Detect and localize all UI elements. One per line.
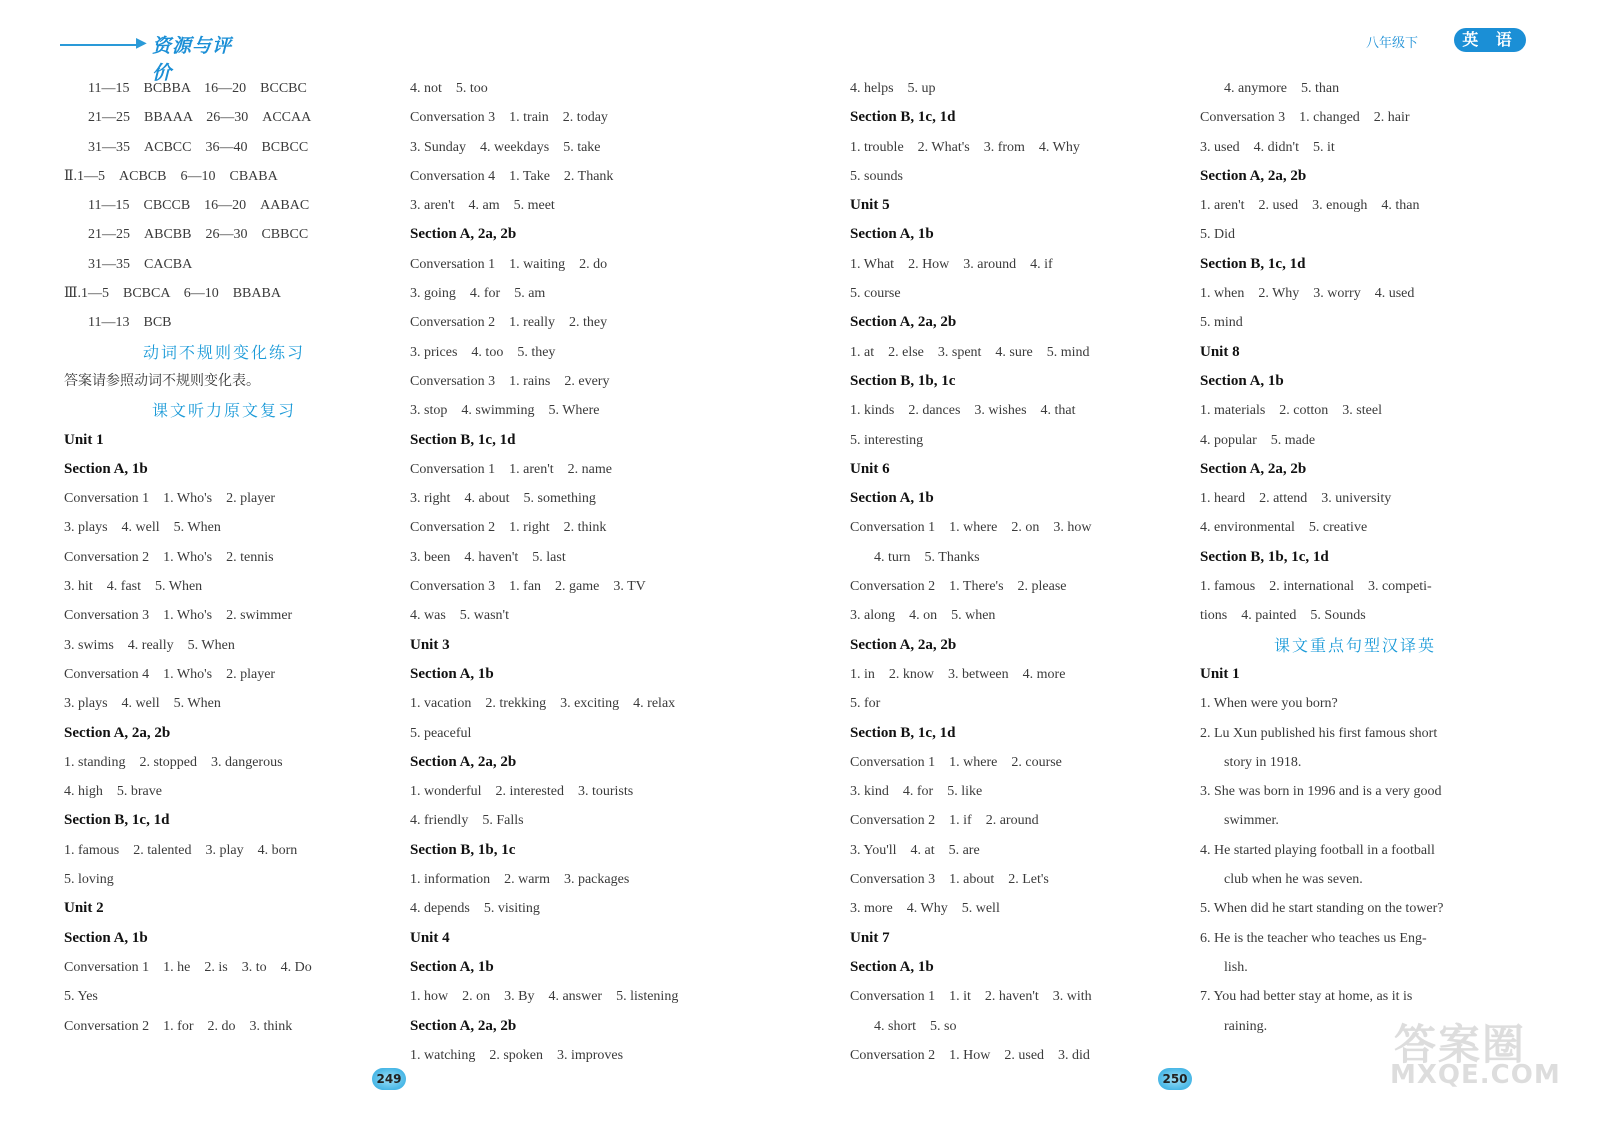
answer-line: 5. for bbox=[850, 696, 881, 712]
answer-line: Conversation 2 1. really 2. they bbox=[410, 315, 608, 331]
answer-line: 1. aren't 2. used 3. enough 4. than bbox=[1200, 198, 1420, 214]
section-heading: Section B, 1b, 1c bbox=[410, 841, 516, 858]
answer-line: 1. famous 2. international 3. competi- bbox=[1200, 579, 1432, 595]
answer-line: 11—15 CBCCB 16—20 AABAC bbox=[88, 198, 310, 214]
answer-line: 21—25 BBAAA 26—30 ACCAA bbox=[88, 110, 312, 126]
answer-line: Conversation 1 1. it 2. haven't 3. with bbox=[850, 989, 1092, 1005]
answer-line: 3. going 4. for 5. am bbox=[410, 286, 546, 302]
section-heading: Section B, 1b, 1c, 1d bbox=[1200, 548, 1329, 565]
answer-column-4 bbox=[1200, 74, 1510, 1041]
answer-line: 1. kinds 2. dances 3. wishes 4. that bbox=[850, 403, 1076, 419]
page-number-right: 250 bbox=[1158, 1068, 1192, 1090]
answer-line: 1. in 2. know 3. between 4. more bbox=[850, 666, 1066, 682]
section-heading: Section A, 1b bbox=[1200, 372, 1284, 389]
answer-line: Conversation 3 1. Who's 2. swimmer bbox=[64, 608, 293, 624]
answer-line: 1. watching 2. spoken 3. improves bbox=[410, 1047, 624, 1063]
answer-line: 5. Did bbox=[1200, 227, 1235, 243]
answer-line: 1. information 2. warm 3. packages bbox=[410, 872, 630, 888]
answer-line: 5. peaceful bbox=[410, 725, 472, 741]
answer-line: 11—15 BCBBA 16—20 BCCBC bbox=[88, 81, 307, 96]
section-heading: Section A, 1b bbox=[850, 490, 934, 507]
section-heading: Section B, 1c, 1d bbox=[64, 812, 170, 829]
answer-line: Conversation 1 1. waiting 2. do bbox=[410, 256, 608, 272]
answer-line: 3. kind 4. for 5. like bbox=[850, 784, 983, 800]
answer-line: Ⅱ.1—5 ACBCB 6—10 CBABA bbox=[64, 168, 278, 184]
answer-line: 4. short 5. so bbox=[874, 1018, 957, 1034]
section-heading: Section B, 1c, 1d bbox=[850, 109, 956, 126]
answer-line: 1. how 2. on 3. By 4. answer 5. listening bbox=[410, 989, 679, 1005]
answer-line: 7. You had better stay at home, as it is bbox=[1200, 989, 1413, 1005]
subject-badge: 英 语 bbox=[1454, 28, 1526, 52]
watermark bbox=[1384, 1010, 1564, 1090]
book-title: 资源与评价 bbox=[152, 35, 233, 84]
answer-line: 3. She was born in 1996 and is a very good bbox=[1200, 784, 1442, 800]
answer-line: 4. high 5. brave bbox=[64, 784, 162, 800]
section-heading: Section B, 1c, 1d bbox=[850, 724, 956, 741]
section-heading: Section A, 1b bbox=[410, 665, 494, 682]
grade-label: 八年级下 bbox=[1366, 35, 1419, 50]
answer-line: 3. plays 4. well 5. When bbox=[64, 520, 221, 536]
arrow-icon: ▶ bbox=[136, 35, 147, 51]
answer-line: 5. sounds bbox=[850, 168, 903, 184]
answer-line: 3. used 4. didn't 5. it bbox=[1200, 139, 1335, 155]
answer-line: 1. famous 2. talented 3. play 4. born bbox=[64, 842, 298, 858]
answer-line: Conversation 1 1. Who's 2. player bbox=[64, 491, 276, 507]
answer-line: tions 4. painted 5. Sounds bbox=[1200, 608, 1366, 624]
section-heading: Unit 7 bbox=[850, 929, 890, 946]
section-heading: Unit 1 bbox=[64, 431, 104, 448]
answer-line: Conversation 3 1. changed 2. hair bbox=[1200, 110, 1410, 126]
answer-line: 4. not 5. too bbox=[410, 81, 488, 96]
answer-line: 31—35 CACBA bbox=[88, 256, 193, 272]
page-number-left: 249 bbox=[372, 1068, 406, 1090]
answer-line: 3. aren't 4. am 5. meet bbox=[410, 198, 555, 214]
answer-line: 3. Sunday 4. weekdays 5. take bbox=[410, 139, 601, 155]
answer-column-2 bbox=[410, 74, 740, 1070]
answer-line: Conversation 2 1. for 2. do 3. think bbox=[64, 1018, 293, 1034]
answer-line: 1. vacation 2. trekking 3. exciting 4. relax bbox=[410, 696, 676, 712]
chapter-title: 动词不规则变化练习 bbox=[142, 342, 305, 362]
section-heading: Section B, 1c, 1d bbox=[410, 431, 516, 448]
answer-line: Conversation 3 1. rains 2. every bbox=[410, 373, 610, 389]
section-heading: Unit 1 bbox=[1200, 665, 1240, 682]
answer-line: 3. been 4. haven't 5. last bbox=[410, 549, 566, 565]
watermark-text: 答案圈 bbox=[1394, 1020, 1527, 1069]
answer-line: 5. course bbox=[850, 286, 901, 302]
answer-line: Conversation 3 1. about 2. Let's bbox=[850, 872, 1049, 888]
section-heading: Unit 2 bbox=[64, 900, 104, 917]
answer-line: 5. mind bbox=[1200, 315, 1243, 331]
section-heading: Unit 6 bbox=[850, 460, 890, 477]
section-heading: Section A, 2a, 2b bbox=[850, 314, 957, 331]
answer-line: 3. along 4. on 5. when bbox=[850, 608, 996, 624]
answer-line: 4. friendly 5. Falls bbox=[410, 813, 524, 829]
chapter-title: 课文听力原文复习 bbox=[151, 401, 296, 421]
section-heading: Section A, 2a, 2b bbox=[410, 753, 517, 770]
section-heading: Section A, 2a, 2b bbox=[1200, 167, 1307, 184]
answer-line: 5. loving bbox=[64, 872, 114, 888]
section-heading: Unit 3 bbox=[410, 636, 450, 653]
section-heading: Section A, 1b bbox=[850, 958, 934, 975]
answer-line: Conversation 3 1. fan 2. game 3. TV bbox=[410, 579, 646, 595]
answer-line: Conversation 2 1. There's 2. please bbox=[850, 579, 1067, 595]
answer-line: 3. You'll 4. at 5. are bbox=[850, 842, 980, 858]
section-heading: Section A, 1b bbox=[850, 226, 934, 243]
answer-line: 1. wonderful 2. interested 3. tourists bbox=[410, 784, 634, 800]
section-heading: Section A, 2a, 2b bbox=[850, 636, 957, 653]
answer-line: 1. standing 2. stopped 3. dangerous bbox=[64, 754, 283, 770]
answer-line: 1. materials 2. cotton 3. steel bbox=[1200, 403, 1382, 419]
answer-line: 6. He is the teacher who teaches us Eng- bbox=[1200, 930, 1427, 946]
answer-line: 21—25 ABCBB 26—30 CBBCC bbox=[88, 227, 309, 243]
section-heading: Section B, 1c, 1d bbox=[1200, 255, 1306, 272]
answer-line: Conversation 2 1. if 2. around bbox=[850, 813, 1039, 829]
answer-line: 4. turn 5. Thanks bbox=[874, 549, 980, 565]
answer-line: 3. stop 4. swimming 5. Where bbox=[410, 403, 600, 419]
answer-line: 5. When did he start standing on the tower? bbox=[1200, 901, 1444, 917]
answer-line: 4. depends 5. visiting bbox=[410, 901, 540, 917]
answer-line: 4. environmental 5. creative bbox=[1200, 520, 1368, 536]
answer-line: 31—35 ACBCC 36—40 BCBCC bbox=[88, 139, 309, 155]
answer-line: lish. bbox=[1224, 959, 1248, 975]
answer-line: 4. popular 5. made bbox=[1200, 432, 1316, 448]
section-heading: Section A, 2a, 2b bbox=[410, 1017, 517, 1034]
section-heading: Section A, 2a, 2b bbox=[64, 724, 171, 741]
answer-line: 5. interesting bbox=[850, 432, 924, 448]
header-rule bbox=[60, 44, 140, 46]
answer-line: Ⅲ.1—5 BCBCA 6—10 BBABA bbox=[64, 286, 281, 302]
answer-line: Conversation 3 1. train 2. today bbox=[410, 110, 608, 126]
answer-line: 1. What 2. How 3. around 4. if bbox=[850, 256, 1053, 272]
answer-line: 1. When were you born? bbox=[1200, 696, 1338, 712]
answer-line: Conversation 2 1. How 2. used 3. did bbox=[850, 1047, 1090, 1063]
answer-line: 3. plays 4. well 5. When bbox=[64, 696, 221, 712]
answer-line: 2. Lu Xun published his first famous short bbox=[1200, 725, 1438, 741]
answer-line: Conversation 2 1. right 2. think bbox=[410, 520, 607, 536]
answer-line: 3. right 4. about 5. something bbox=[410, 491, 596, 507]
answer-line: 3. hit 4. fast 5. When bbox=[64, 579, 203, 595]
answer-line: Conversation 1 1. where 2. course bbox=[850, 754, 1062, 770]
answer-line: 4. was 5. wasn't bbox=[410, 608, 509, 624]
answer-line: 4. anymore 5. than bbox=[1224, 81, 1340, 96]
answer-line: 1. trouble 2. What's 3. from 4. Why bbox=[850, 139, 1080, 155]
answer-line: Conversation 2 1. Who's 2. tennis bbox=[64, 549, 274, 565]
section-heading: Section A, 1b bbox=[64, 460, 148, 477]
answer-line: swimmer. bbox=[1224, 813, 1279, 829]
answer-line: 4. He started playing football in a football bbox=[1200, 842, 1435, 858]
answer-line: 1. heard 2. attend 3. university bbox=[1200, 491, 1392, 507]
section-heading: Unit 5 bbox=[850, 197, 890, 214]
section-heading: Section B, 1b, 1c bbox=[850, 372, 956, 389]
header-left bbox=[60, 30, 250, 84]
answer-line: 5. Yes bbox=[64, 989, 98, 1005]
answer-line: Conversation 1 1. where 2. on 3. how bbox=[850, 520, 1092, 536]
section-heading: Section A, 2a, 2b bbox=[410, 226, 517, 243]
watermark-url: MXQE.COM bbox=[1390, 1060, 1561, 1090]
answer-line: Conversation 4 1. Who's 2. player bbox=[64, 666, 276, 682]
answer-line: 3. prices 4. too 5. they bbox=[410, 344, 556, 360]
answer-line: 3. swims 4. really 5. When bbox=[64, 637, 235, 653]
answer-line: 1. when 2. Why 3. worry 4. used bbox=[1200, 286, 1415, 302]
answer-line: 11—13 BCB bbox=[88, 315, 172, 331]
answer-column-3 bbox=[850, 74, 1180, 1070]
section-heading: Unit 8 bbox=[1200, 343, 1240, 360]
answer-line: 4. helps 5. up bbox=[850, 81, 936, 96]
answer-line: story in 1918. bbox=[1224, 754, 1302, 770]
answer-line: Conversation 4 1. Take 2. Thank bbox=[410, 168, 614, 184]
answer-line: raining. bbox=[1224, 1018, 1268, 1034]
section-heading: Section A, 1b bbox=[410, 958, 494, 975]
answer-line: club when he was seven. bbox=[1224, 872, 1363, 888]
answer-column-1 bbox=[64, 74, 384, 1041]
chapter-title: 课文重点句型汉译英 bbox=[1273, 635, 1436, 655]
section-heading: Unit 4 bbox=[410, 929, 450, 946]
answer-line: 1. at 2. else 3. spent 4. sure 5. mind bbox=[850, 344, 1090, 360]
answer-line: Conversation 1 1. aren't 2. name bbox=[410, 461, 612, 477]
section-heading: Section A, 2a, 2b bbox=[1200, 460, 1307, 477]
answer-line: Conversation 1 1. he 2. is 3. to 4. Do bbox=[64, 959, 312, 975]
answer-line: 3. more 4. Why 5. well bbox=[850, 901, 1000, 917]
note-text: 答案请参照动词不规则变化表。 bbox=[64, 372, 260, 389]
section-heading: Section A, 1b bbox=[64, 929, 148, 946]
